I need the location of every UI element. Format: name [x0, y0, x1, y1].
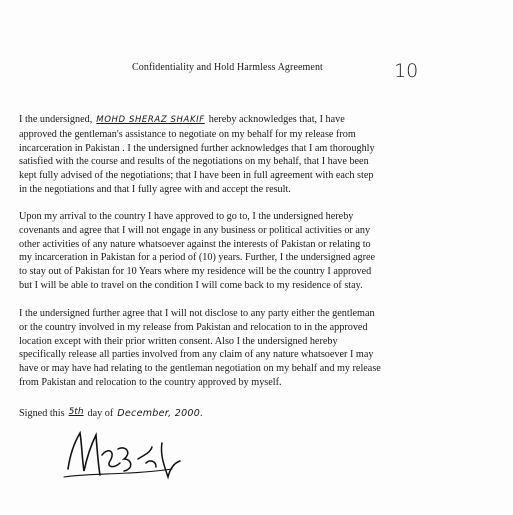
- handwritten-name: MOHD SHERAZ SHAKIF: [96, 115, 205, 125]
- paragraph-line: to stay out of Pakistan for 10 Years where my residence will be the country I approved: [19, 266, 372, 278]
- paragraph-line: in the negotiations and that I fully agree with and accept the result.: [19, 183, 291, 195]
- day-of-label: day of: [87, 408, 114, 419]
- paragraph-line: kept fully advised of the negotiations; that I have been in full agreement with each step: [19, 170, 374, 182]
- paragraph-line: Upon my arrival to the country I have approved to go to, I the undersigned hereby: [19, 211, 354, 222]
- paragraph-line: incarceration in Pakistan . I the undersigned further acknowledges that I am thoroughly: [19, 142, 375, 154]
- paragraph-line: have or may have had relating to the gentleman negotiation on my behalf and my release: [19, 363, 381, 375]
- paragraph-covenants: [19, 210, 505, 293]
- line-text: I the undersigned,: [19, 114, 93, 125]
- handwritten-month-year: December, 2000.: [117, 408, 204, 419]
- paragraph-line: [19, 113, 505, 128]
- line-text: hereby acknowledges that, I have: [208, 114, 345, 125]
- handwritten-page-number: 10: [394, 60, 419, 82]
- paragraph-release: [19, 307, 505, 390]
- handwritten-day: 5th: [68, 407, 84, 417]
- paragraph-line: but I will be able to travel on the condition I will come back to my residence of stay.: [19, 279, 363, 291]
- paragraph-line: from Pakistan and relocation to the country approved by myself.: [19, 376, 282, 388]
- signed-date-line: [19, 407, 203, 419]
- document-title: Confidentiality and Hold Harmless Agreement: [132, 62, 323, 73]
- handwritten-signature: [60, 425, 190, 487]
- paragraph-line: or the country involved in my release from Pakistan and relocation to in the approved: [19, 321, 368, 333]
- paragraph-line: location except with their prior written consent. Also I the undersigned hereby: [19, 335, 338, 347]
- paragraph-line: my incarceration in Pakistan for a period of (10) years. Further, I the undersigned agree: [19, 252, 376, 264]
- paragraph-line: I the undersigned further agree that I will not disclose to any party either the gentleman: [19, 308, 375, 319]
- paragraph-line: other activities of any nature whatsoever against the interests of Pakistan or relating to: [19, 238, 371, 250]
- paragraph-line: satisfied with the course and results of the negotiations on my behalf, that I have been: [19, 156, 369, 168]
- paragraph-line: covenants and agree that I will not engage in any business or political activities or any: [19, 224, 371, 236]
- paragraph-line: specifically release all parties involved from any claim of any nature whatsoever I may: [19, 349, 374, 361]
- paragraph-acknowledgement: [19, 113, 505, 197]
- paragraph-line: approved the gentleman's assistance to negotiate on my behalf for my release from: [19, 128, 356, 140]
- signed-this-label: Signed this: [19, 408, 65, 419]
